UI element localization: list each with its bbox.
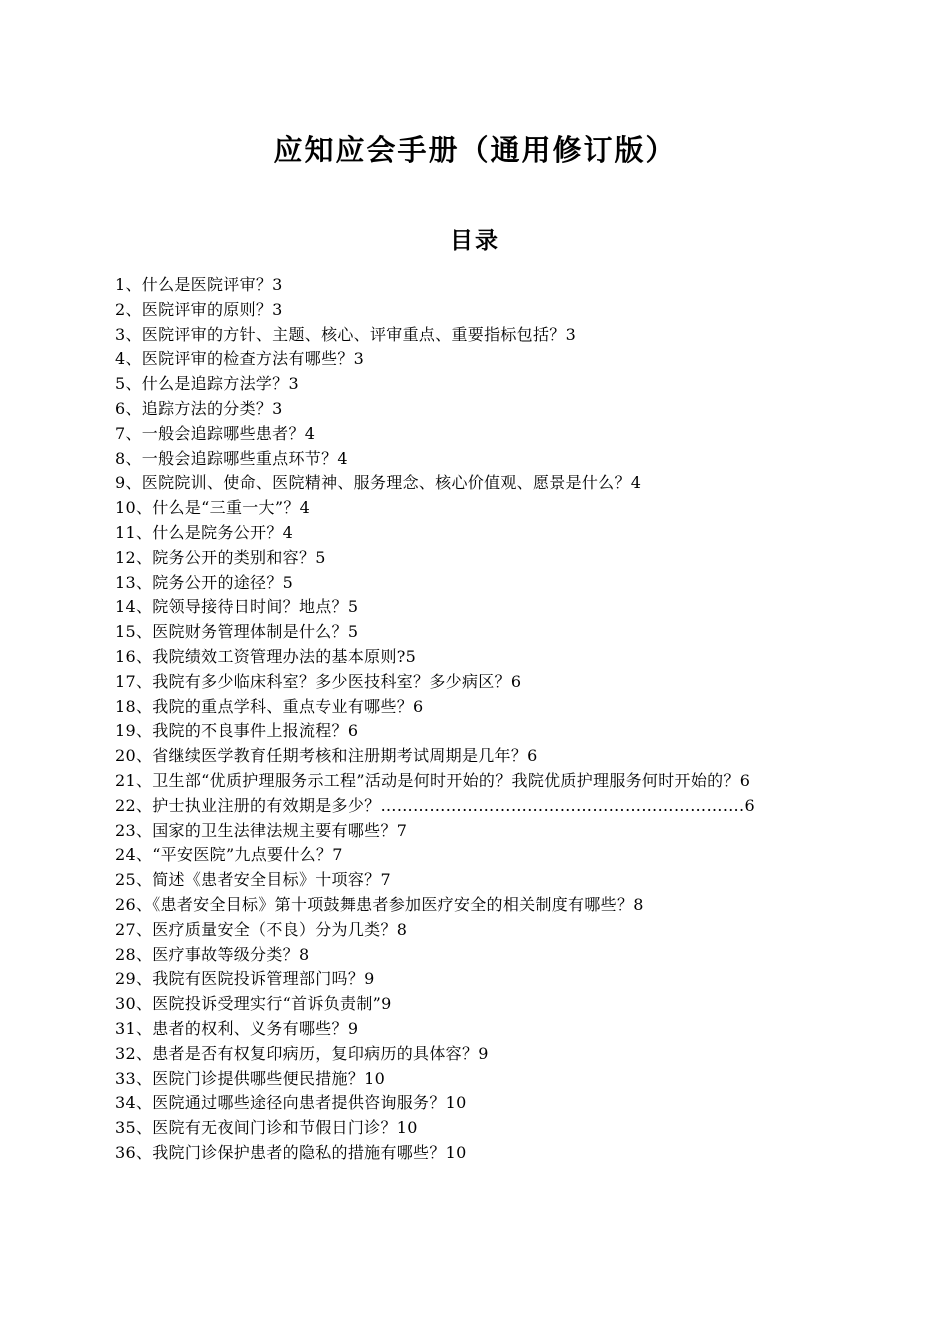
toc-entry[interactable]: 20、省继续医学教育任期考核和注册期考试周期是几年？6 (115, 746, 538, 766)
toc-entry[interactable]: 2、医院评审的原则？3 (115, 299, 283, 319)
toc-entry[interactable]: 7、一般会追踪哪些患者？4 (115, 423, 316, 443)
toc-entry[interactable]: 3、医院评审的方针、主题、核心、评审重点、重要指标包括？3 (115, 324, 577, 344)
toc-entry[interactable]: 17、我院有多少临床科室？多少医技科室？多少病区？6 (115, 671, 522, 691)
toc-entry[interactable]: 11、什么是院务公开？4 (115, 522, 294, 542)
toc-entry[interactable]: 19、我院的不良事件上报流程？6 (115, 721, 359, 741)
toc-entry[interactable]: 24、“平安医院”九点要什么？7 (115, 845, 343, 865)
toc-entry[interactable]: 31、患者的权利、义务有哪些？9 (115, 1018, 359, 1038)
toc-heading: 目录 (450, 227, 500, 254)
toc-entry[interactable]: 22、护士执业注册的有效期是多少？………………………………………………………….6 (115, 795, 755, 815)
toc-entry[interactable]: 35、医院有无夜间门诊和节假日门诊？10 (115, 1118, 418, 1138)
toc-entry[interactable]: 23、国家的卫生法律法规主要有哪些？7 (115, 820, 408, 840)
toc-entry[interactable]: 30、医院投诉受理实行“首诉负责制”9 (115, 994, 392, 1014)
toc-entry[interactable]: 18、我院的重点学科、重点专业有哪些？6 (115, 696, 424, 716)
toc-entry[interactable]: 10、什么是“三重一大”？4 (115, 498, 311, 518)
toc-entry[interactable]: 14、院领导接待日时间？地点？5 (115, 597, 359, 617)
toc-entry[interactable]: 36、我院门诊保护患者的隐私的措施有哪些？10 (115, 1142, 467, 1162)
toc-entry[interactable]: 13、院务公开的途径？5 (115, 572, 294, 592)
document-title: 应知应会手册（通用修订版） (273, 133, 677, 167)
toc-entry[interactable]: 6、追踪方法的分类？3 (115, 398, 283, 418)
toc-entry[interactable]: 15、医院财务管理体制是什么？5 (115, 622, 359, 642)
toc-entry[interactable]: 21、卫生部“优质护理服务示工程”活动是何时开始的？我院优质护理服务何时开始的？6 (115, 770, 751, 790)
toc-entry[interactable]: 34、医院通过哪些途径向患者提供咨询服务？10 (115, 1093, 467, 1113)
toc-entry[interactable]: 12、院务公开的类别和容？5 (115, 547, 326, 567)
toc-entry[interactable]: 26、《患者安全目标》第十项鼓舞患者参加医疗安全的相关制度有哪些？8 (115, 894, 644, 914)
toc-entry[interactable]: 4、医院评审的检查方法有哪些？3 (115, 349, 365, 369)
toc-entry[interactable]: 16、我院绩效工资管理办法的基本原则?5 (115, 646, 417, 666)
toc-entry[interactable]: 32、患者是否有权复印病历，复印病历的具体容？9 (115, 1043, 489, 1063)
toc-entry[interactable]: 28、医疗事故等级分类？8 (115, 944, 310, 964)
toc-entry[interactable]: 8、一般会追踪哪些重点环节？4 (115, 448, 348, 468)
table-of-contents (115, 273, 845, 1166)
toc-entry[interactable]: 9、医院院训、使命、医院精神、服务理念、核心价值观、愿景是什么？4 (115, 473, 642, 493)
toc-entry[interactable]: 25、简述《患者安全目标》十项容？7 (115, 870, 391, 890)
toc-entry[interactable]: 27、医疗质量安全（不良）分为几类？8 (115, 919, 408, 939)
toc-entry[interactable]: 1、什么是医院评审？3 (115, 275, 283, 294)
toc-entry[interactable]: 29、我院有医院投诉管理部门吗？9 (115, 969, 375, 989)
toc-entry[interactable]: 5、什么是追踪方法学？3 (115, 374, 299, 394)
toc-entry[interactable]: 33、医院门诊提供哪些便民措施？10 (115, 1068, 386, 1088)
